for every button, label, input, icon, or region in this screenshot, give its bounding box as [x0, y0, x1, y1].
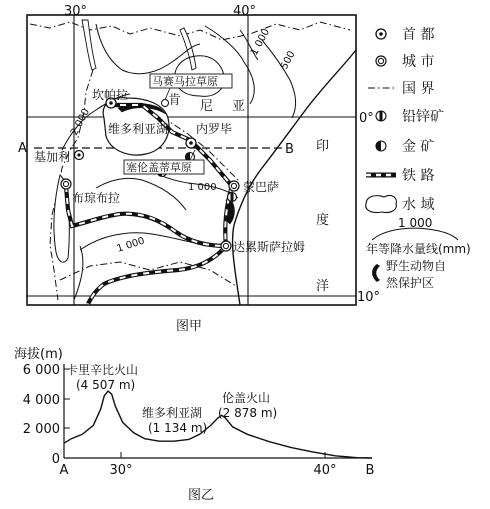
profile-point-a: A	[59, 463, 69, 478]
legend-reserve-label-1: 野生动物自	[386, 259, 447, 273]
legend-border-label: 国 界	[402, 81, 435, 97]
lon-label-30: 30°	[64, 4, 88, 19]
xtick-label-40: 40°	[313, 463, 337, 478]
isohyet-label: 1 000	[248, 26, 273, 58]
city-kampala-label: 坎帕拉	[92, 88, 129, 102]
peak2-elevation: (2 878 m)	[218, 406, 278, 420]
ocean-label: 度	[316, 213, 330, 228]
country-label-kenya: 肯	[168, 93, 182, 108]
isohyet-1000-north	[205, 26, 254, 104]
profile-ylabel: 海拔(m)	[14, 347, 63, 362]
city-dar-marker	[221, 241, 231, 251]
wildlife-reserve-icon	[372, 264, 380, 282]
profile-b	[14, 346, 374, 503]
legend-isoline-label: 年等降水量线(mm)	[366, 242, 471, 256]
peak1-elevation: (4 507 m)	[76, 378, 136, 392]
ocean-label: 印	[316, 139, 330, 154]
legend-railway-label: 铁 路	[402, 168, 435, 184]
city-bujumbura-label: 布琼布拉	[72, 191, 121, 205]
peak1-name: 卡里辛比火山	[66, 363, 139, 377]
section-point-a: A	[18, 141, 27, 156]
isohyet-label: 1 000	[188, 182, 217, 193]
city-mombasa-marker	[229, 181, 239, 191]
legend-isoline-value: 1 000	[398, 216, 433, 230]
lead-zinc-mine-icon	[228, 193, 237, 202]
city-nairobi-marker	[186, 138, 196, 148]
country-label-kenya: 亚	[232, 99, 246, 114]
lead-zinc-mine-icon	[376, 111, 386, 121]
ytick-label-6000: 6 000	[22, 363, 60, 378]
gold-mine-icon	[376, 141, 386, 151]
capital-icon	[376, 29, 386, 39]
legend-capital-label: 首 都	[402, 27, 435, 43]
lake-albert	[82, 20, 96, 70]
isohyet-label: 2 000	[68, 106, 93, 138]
coastline	[233, 50, 356, 305]
legend	[366, 27, 471, 290]
lon-label-40: 40°	[233, 4, 257, 19]
legend-lead-zinc-label: 铅锌矿	[402, 109, 444, 125]
city-kigali-label: 基加利	[34, 150, 71, 164]
legend-gold-label: 金 矿	[402, 139, 435, 155]
elevation-profile-line	[64, 391, 372, 458]
ocean-label: 洋	[316, 279, 330, 294]
isohyet-label: 500	[278, 49, 298, 72]
country-label-kenya: 尼	[200, 99, 214, 114]
city-kigali-marker	[75, 151, 84, 160]
lake-victoria-label: 维多利亚湖	[108, 122, 169, 136]
map-a	[18, 4, 380, 334]
city-bujumbura-marker	[61, 179, 71, 189]
lake-name: 维多利亚湖	[142, 406, 203, 420]
lat-label-10: 10°	[357, 290, 381, 305]
xtick-label-30: 30°	[109, 463, 133, 478]
railway-line-ties	[88, 246, 226, 304]
lake-elevation: (1 134 m)	[148, 421, 208, 435]
city-nairobi-label: 内罗毕	[196, 122, 233, 136]
profile-point-b: B	[365, 463, 375, 478]
border-north	[30, 22, 350, 40]
isohyet-label: 1 000	[115, 235, 147, 255]
park-label-masai-mara: 马赛马拉草原	[152, 75, 218, 88]
city-icon	[376, 56, 386, 66]
city-dar-label: 达累斯萨拉姆	[233, 240, 306, 254]
peak2-name: 伦盖火山	[222, 391, 271, 405]
map-caption: 图甲	[176, 319, 203, 334]
section-point-b: B	[285, 142, 294, 157]
lat-label-0: 0°	[359, 111, 374, 126]
legend-water-label: 水 域	[402, 197, 435, 213]
ytick-label-0: 0	[51, 452, 60, 467]
railway-line	[88, 246, 226, 304]
ytick-label-2000: 2 000	[22, 422, 60, 437]
lake-turkana	[180, 28, 196, 70]
water-icon	[366, 196, 397, 213]
park-label-serengeti: 塞伦盖蒂草原	[126, 161, 192, 174]
ytick-label-4000: 4 000	[22, 393, 60, 408]
legend-reserve-label-2: 然保护区	[386, 276, 435, 290]
profile-caption: 图乙	[188, 488, 215, 503]
city-mombasa-label: 蒙巴萨	[243, 180, 280, 194]
legend-city-label: 城 市	[402, 54, 435, 70]
